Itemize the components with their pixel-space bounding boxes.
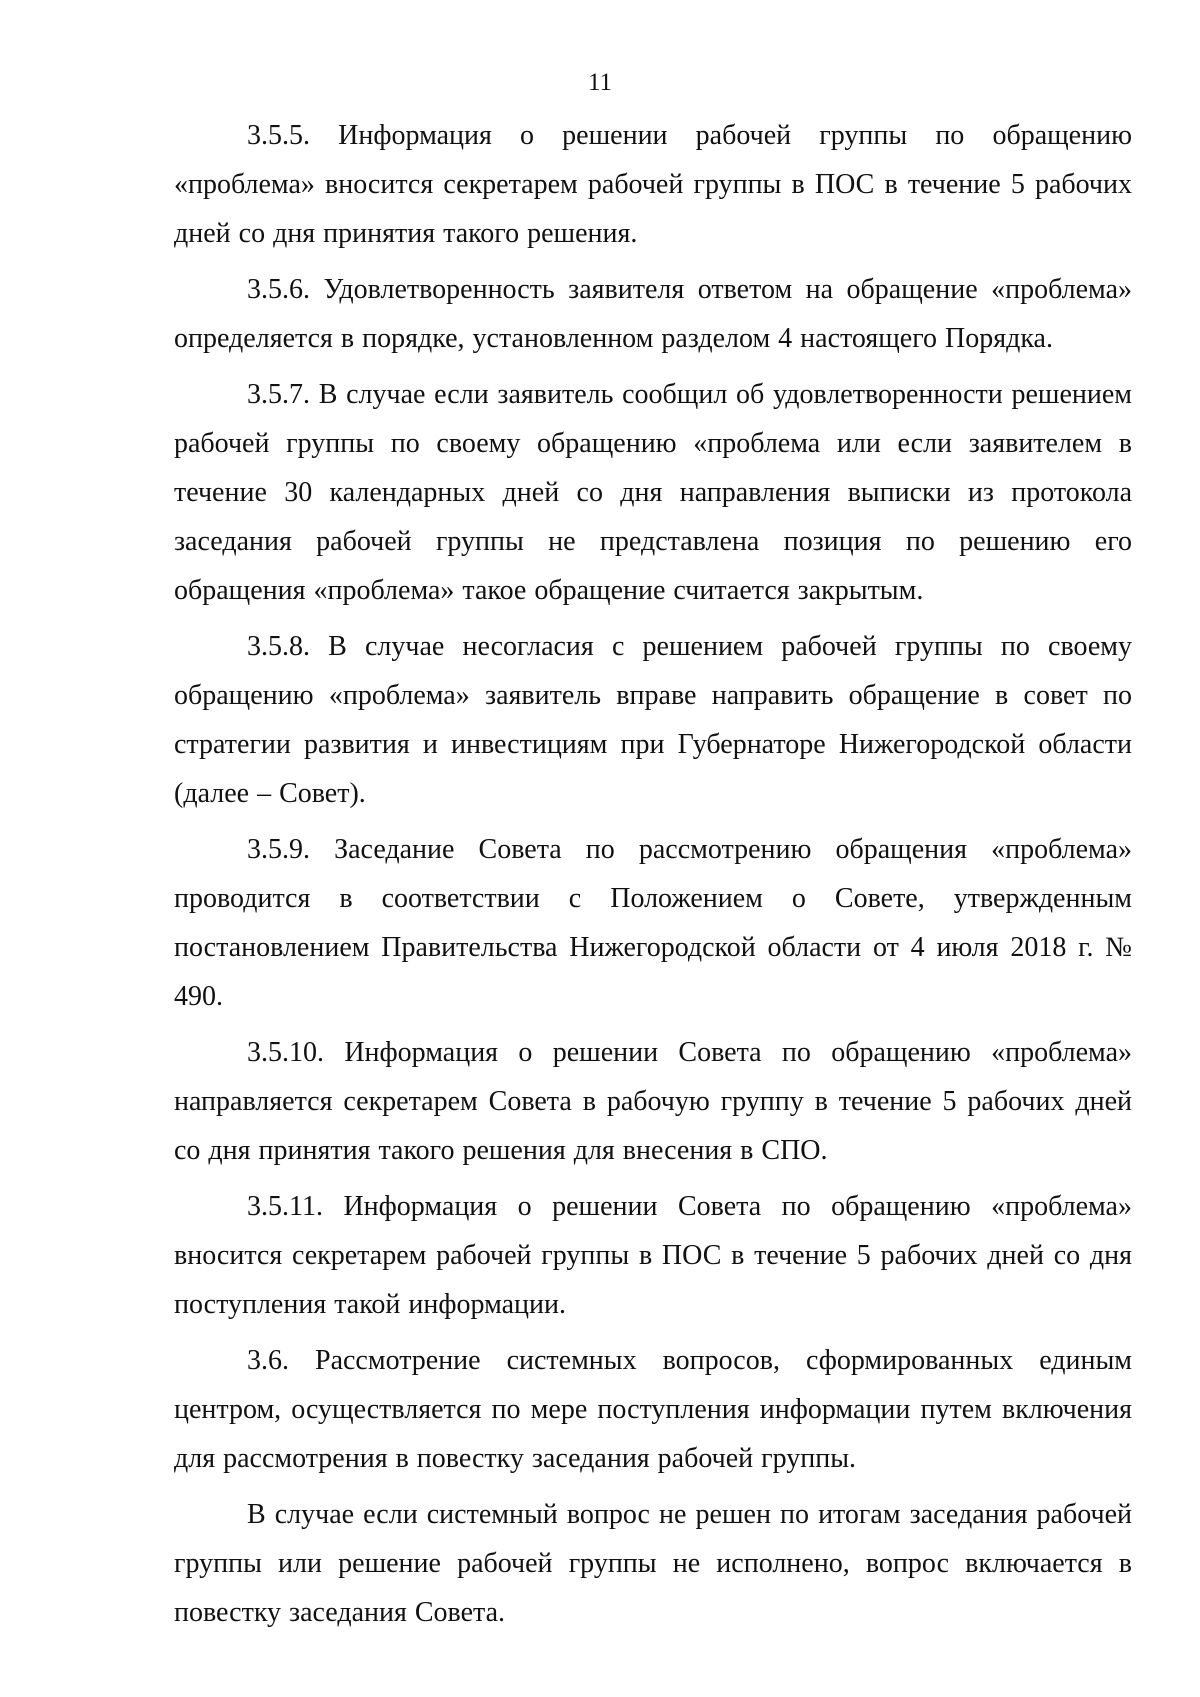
paragraph-3-5-8: 3.5.8. В случае несогласия с решением рабочей группы по своему обращению «проблема» заявитель вправе направить обращение в совет по стратегии развития и инвестициям при Губернаторе Нижегородской области (далее – Совет). [174, 631, 1132, 809]
paragraph-3-6: 3.6. Рассмотрение системных вопросов, сформированных единым центром, осуществляется по мере поступления информации путем включения для рассмотрения в повестку заседания рабочей группы. [174, 1345, 1132, 1474]
paragraph-3-5-10: 3.5.10. Информация о решении Совета по обращению «проблема» направляется секретарем Совета в рабочую группу в течение 5 рабочих дней со дня принятия такого решения для внесения в СПО. [174, 1037, 1132, 1166]
paragraph-3-6-continuation: В случае если системный вопрос не решен по итогам заседания рабочей группы или решение рабочей группы не исполнено, вопрос включается в повестку заседания Совета. [174, 1499, 1132, 1628]
document-body [174, 111, 1132, 1644]
page-number: 11 [587, 69, 613, 96]
paragraph-3-5-5: 3.5.5. Информация о решении рабочей группы по обращению «проблема» вносится секретарем рабочей группы в ПОС в течение 5 рабочих дней со дня принятия такого решения. [174, 120, 1132, 249]
paragraph-3-5-9: 3.5.9. Заседание Совета по рассмотрению обращения «проблема» проводится в соответствии с Положением о Совете, утвержденным постановлением Правительства Нижегородской области от 4 июля 2018 г. № 490. [174, 834, 1132, 1012]
paragraph-3-5-11: 3.5.11. Информация о решении Совета по обращению «проблема» вносится секретарем рабочей группы в ПОС в течение 5 рабочих дней со дня поступления такой информации. [174, 1191, 1132, 1320]
paragraph-3-5-7: 3.5.7. В случае если заявитель сообщил об удовлетворенности решением рабочей группы по своему обращению «проблема или если заявителем в течение 30 календарных дней со дня направления выписки из протокола заседания рабочей группы не представлена позиция по решению его обращения «проблема» такое обращение считается закрытым. [174, 379, 1132, 606]
paragraph-3-5-6: 3.5.6. Удовлетворенность заявителя ответом на обращение «проблема» определяется в порядке, установленном разделом 4 настоящего Порядка. [174, 274, 1132, 354]
